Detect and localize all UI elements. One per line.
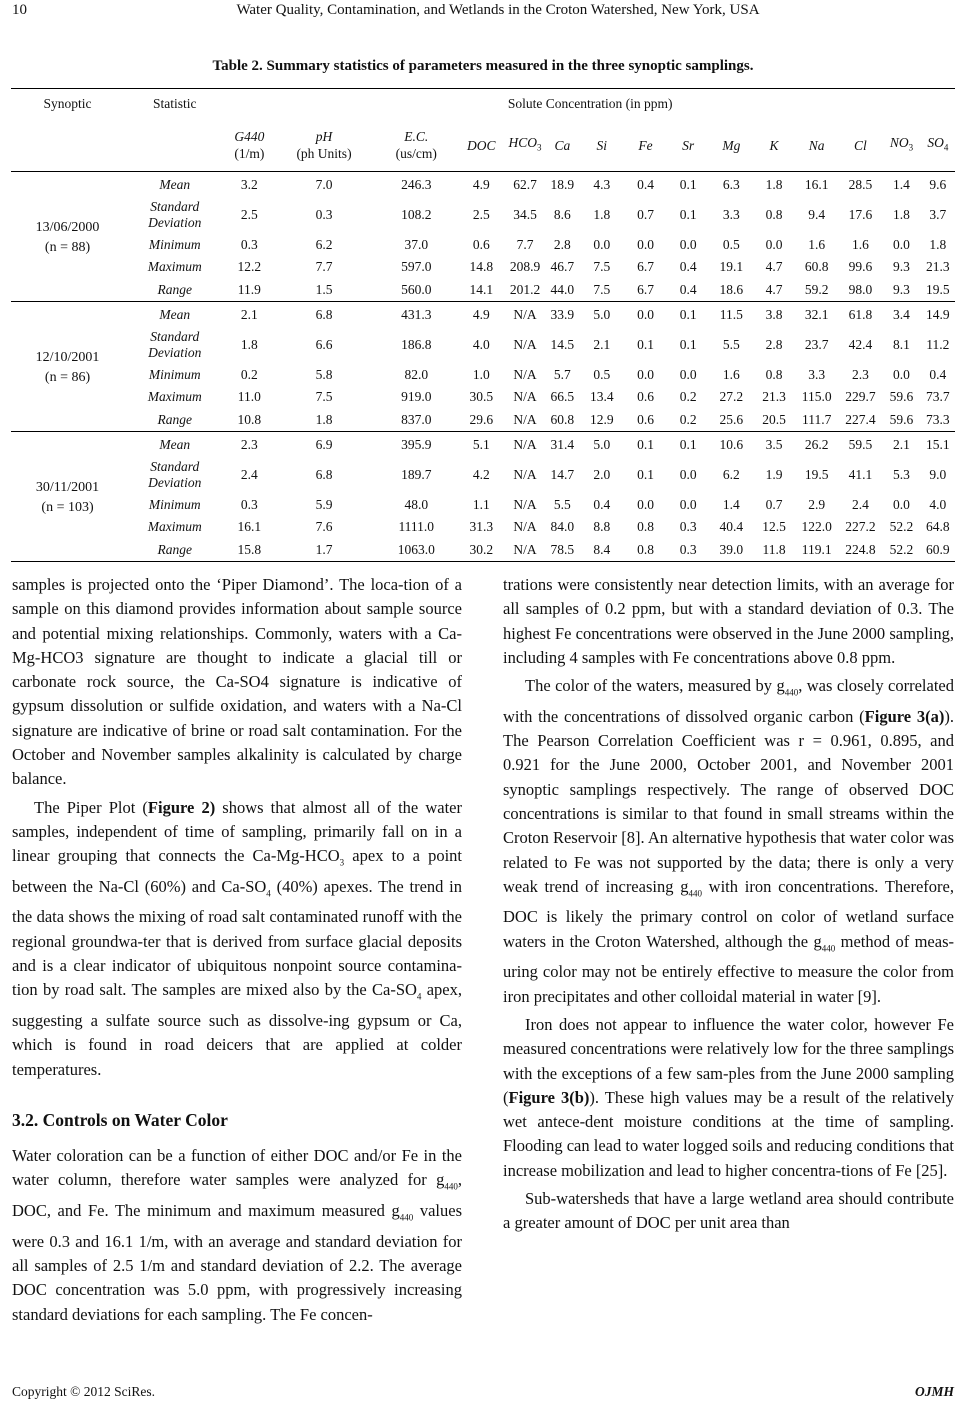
value-cell: 0.0 xyxy=(679,236,697,252)
value-cell: 6.9 xyxy=(315,437,333,453)
value-cell: 1.6 xyxy=(722,366,740,382)
column-header: E.C. (us/cm) xyxy=(395,129,437,161)
value-cell: 11.0 xyxy=(237,389,261,405)
statistic-cell: Minimum xyxy=(148,236,201,252)
value-cell: 16.1 xyxy=(237,519,262,535)
value-cell: N/A xyxy=(513,337,537,352)
value-cell: 48.0 xyxy=(404,496,429,512)
statistic-cell: Mean xyxy=(159,177,191,193)
value-cell: 7.7 xyxy=(315,259,333,275)
value-cell: 44.0 xyxy=(550,281,575,297)
value-cell: 73.3 xyxy=(926,411,950,427)
value-cell: 0.8 xyxy=(765,366,783,382)
statistic-cell: Range xyxy=(157,541,192,557)
value-cell: 5.3 xyxy=(893,467,910,482)
value-cell: 6.2 xyxy=(722,467,740,482)
value-cell: 229.7 xyxy=(845,389,876,405)
column-header: DOC xyxy=(467,137,496,153)
paragraph: trations were consistently near detection limits, with an average for all samples of 0.2 ppm, but with a standard deviation of 0.3. The highest Fe concentrations were observed in the June 2000 sampling, including 4 samples with Fe concentrations above 0.8 ppm. xyxy=(503,575,954,667)
value-cell: 6.7 xyxy=(637,259,654,275)
value-cell: 14.9 xyxy=(926,307,950,323)
value-cell: 7.5 xyxy=(315,389,333,405)
value-cell: 0.1 xyxy=(637,337,654,352)
value-cell: 5.5 xyxy=(722,337,740,352)
sampling-group xyxy=(11,432,955,562)
value-cell: 62.7 xyxy=(513,177,537,193)
value-cell: 0.1 xyxy=(637,437,654,453)
value-cell: 32.1 xyxy=(804,307,829,323)
value-cell: 9.6 xyxy=(929,177,947,193)
value-cell: 1.6 xyxy=(808,236,826,252)
value-cell: 0.1 xyxy=(637,467,654,482)
statistic-cell: Maximum xyxy=(147,259,202,275)
value-cell: 21.3 xyxy=(762,389,786,405)
statistic-cell: Mean xyxy=(159,307,191,323)
value-cell: 4.9 xyxy=(472,177,490,193)
value-cell: 9.3 xyxy=(893,281,910,297)
value-cell: 2.5 xyxy=(472,207,490,222)
value-cell: 0.4 xyxy=(679,281,697,297)
table-caption: Table 2. Summary statistics of parameters measured in the three synoptic samplings. xyxy=(212,58,754,74)
value-cell: N/A xyxy=(513,411,537,427)
paragraph: The color of the waters, measured by $g_{440}$, was closely correlated with the concentrations of dissolved organic carbon (Figure 3(a)). The Pearson Correlation Coefficient was r = 0.961, 0.895, and 0.921 for the June 2000, October 2001, and November 2001 synoptic samplings respectively. The range of observed DOC concentrations is similar to that found in small streams within the Croton Reservoir [8]. An alternative hypothesis that water color was related to Fe was not supported by the data; there is only a very weak trend of increasing $g_{440}$ with iron concentrations. Therefore, DOC is likely the primary control on color of wetland surface waters in the Croton Watershed, although the $g_{440}$ method of meas-uring color may not be entirely effective to measure the color from iron precipitates and other colloidal material in water [9]. xyxy=(503,676,954,1006)
value-cell: 9.0 xyxy=(929,467,947,482)
value-cell: 37.0 xyxy=(404,236,429,252)
value-cell: 33.9 xyxy=(550,307,575,323)
table-row xyxy=(11,256,955,279)
value-cell: 5.7 xyxy=(553,366,571,382)
value-cell: 2.9 xyxy=(808,496,826,512)
synoptic-header: Synoptic xyxy=(43,96,92,111)
value-cell: 64.8 xyxy=(926,519,950,535)
value-cell: 1111.0 xyxy=(398,519,435,535)
table-row xyxy=(11,302,955,327)
table-header-row-2 xyxy=(11,119,955,172)
column-header: Mg xyxy=(722,137,741,153)
section-heading: 3.2. Controls on Water Color xyxy=(12,1109,228,1130)
value-cell: 11.5 xyxy=(719,307,743,323)
value-cell: N/A xyxy=(513,496,537,512)
statistic-cell: Minimum xyxy=(148,496,201,512)
value-cell: 224.8 xyxy=(845,541,876,557)
value-cell: 2.3 xyxy=(240,437,258,453)
value-cell: 0.0 xyxy=(765,236,783,252)
value-cell: 115.0 xyxy=(801,389,832,405)
value-cell: 8.4 xyxy=(593,541,611,557)
synoptic-date-cell: 30/11/2001 (n = 103) xyxy=(35,479,100,515)
value-cell: 7.5 xyxy=(593,259,611,275)
column-header: K xyxy=(769,137,779,153)
value-cell: 11.2 xyxy=(926,337,950,352)
value-cell: 919.0 xyxy=(401,389,432,405)
value-cell: 2.1 xyxy=(240,307,258,323)
value-cell: 1.0 xyxy=(472,366,490,382)
value-cell: 7.7 xyxy=(516,236,534,252)
value-cell: 59.5 xyxy=(848,437,873,453)
copyright: Copyright © 2012 SciRes. xyxy=(12,1384,156,1399)
value-cell: 0.7 xyxy=(637,207,654,222)
paragraph: Water coloration can be a function of either DOC and/or Fe in the water column, therefore water samples were analyzed for $g_{440}$, DOC, and Fe. The minimum and maximum measured $g_{440}$ values were 0.3 and 16.1 1/m, with an average and standard deviation for all samples of 2.5 1/m and standard deviation of 2.2. The average DOC concentration was 5.0 ppm, with progressively increasing standard deviations for each sampling. The Fe concen- xyxy=(12,1146,462,1324)
column-header: pH (ph Units) xyxy=(296,129,352,161)
value-cell: 0.0 xyxy=(637,366,654,382)
value-cell: 82.0 xyxy=(404,366,429,382)
value-cell: 0.1 xyxy=(679,337,697,352)
value-cell: 0.1 xyxy=(679,307,697,323)
value-cell: 12.9 xyxy=(589,411,614,427)
value-cell: 6.2 xyxy=(315,236,333,252)
value-cell: 1.1 xyxy=(472,496,490,512)
value-cell: 2.4 xyxy=(240,467,258,482)
table-row xyxy=(11,364,955,387)
value-cell: 0.3 xyxy=(679,519,697,535)
value-cell: 14.1 xyxy=(469,281,494,297)
value-cell: 98.0 xyxy=(848,281,873,297)
value-cell: 3.7 xyxy=(929,207,947,222)
value-cell: 0.4 xyxy=(679,259,697,275)
page-number: 10 xyxy=(12,2,27,18)
value-cell: 1.9 xyxy=(765,467,783,482)
value-cell: 1.8 xyxy=(240,337,258,352)
synoptic-date-cell: 12/10/2001 (n = 86) xyxy=(35,349,100,385)
value-cell: 1.4 xyxy=(893,177,910,193)
value-cell: 0.2 xyxy=(240,366,258,382)
value-cell: 59.6 xyxy=(889,411,914,427)
value-cell: 0.4 xyxy=(637,177,654,193)
value-cell: 15.1 xyxy=(926,437,950,453)
value-cell: 52.2 xyxy=(889,541,914,557)
statistic-cell: Mean xyxy=(159,437,191,453)
statistic-cell: Maximum xyxy=(147,389,202,405)
value-cell: 18.6 xyxy=(719,281,744,297)
statistic-header: Statistic xyxy=(152,96,197,111)
value-cell: 31.3 xyxy=(469,519,494,535)
statistic-cell: Maximum xyxy=(147,519,202,535)
value-cell: 0.0 xyxy=(637,307,654,323)
value-cell: 25.6 xyxy=(719,411,744,427)
value-cell: 0.3 xyxy=(240,496,258,512)
column-header: G440 (1/m) xyxy=(234,129,265,161)
value-cell: N/A xyxy=(513,519,537,535)
value-cell: 18.9 xyxy=(550,177,575,193)
column-header: Ca xyxy=(554,137,571,153)
value-cell: 6.7 xyxy=(637,281,654,297)
value-cell: 30.2 xyxy=(469,541,494,557)
value-cell: 2.0 xyxy=(593,467,611,482)
value-cell: 119.1 xyxy=(801,541,832,557)
value-cell: 4.3 xyxy=(593,177,611,193)
value-cell: 6.6 xyxy=(315,337,333,352)
value-cell: 12.5 xyxy=(762,519,786,535)
value-cell: 0.0 xyxy=(679,496,697,512)
table-row xyxy=(11,539,955,562)
value-cell: 0.1 xyxy=(679,437,697,453)
value-cell: 60.9 xyxy=(926,541,950,557)
value-cell: 2.1 xyxy=(593,337,611,352)
value-cell: 84.0 xyxy=(550,519,575,535)
value-cell: 3.4 xyxy=(893,307,910,323)
value-cell: 0.4 xyxy=(929,366,947,382)
page-footer xyxy=(12,1384,954,1404)
value-cell: 4.0 xyxy=(929,496,947,512)
value-cell: 11.8 xyxy=(762,541,786,557)
statistic-cell: Standard Deviation xyxy=(148,459,202,490)
value-cell: 10.6 xyxy=(719,437,744,453)
value-cell: 560.0 xyxy=(401,281,432,297)
value-cell: 29.6 xyxy=(469,411,494,427)
value-cell: 4.7 xyxy=(765,259,783,275)
value-cell: 837.0 xyxy=(401,411,432,427)
statistic-cell: Range xyxy=(157,281,192,297)
table-row xyxy=(11,386,955,409)
value-cell: 186.8 xyxy=(401,337,432,352)
value-cell: 0.0 xyxy=(893,496,910,512)
value-cell: 201.2 xyxy=(509,281,541,297)
table-row xyxy=(11,516,955,539)
value-cell: 61.8 xyxy=(848,307,873,323)
table-row xyxy=(11,197,955,234)
value-cell: 7.5 xyxy=(593,281,611,297)
value-cell: 11.9 xyxy=(237,281,261,297)
value-cell: 73.7 xyxy=(926,389,950,405)
value-cell: 1.8 xyxy=(893,207,910,222)
value-cell: 0.6 xyxy=(472,236,490,252)
paragraph: Sub-watersheds that have a large wetland area should contribute a greater amount of DOC per unit area than xyxy=(503,1189,954,1233)
value-cell: 227.4 xyxy=(845,411,876,427)
value-cell: 3.5 xyxy=(765,437,783,453)
value-cell: 0.0 xyxy=(593,236,611,252)
value-cell: N/A xyxy=(513,437,537,453)
value-cell: 59.2 xyxy=(804,281,829,297)
value-cell: N/A xyxy=(513,307,537,323)
value-cell: 0.5 xyxy=(722,236,740,252)
value-cell: 0.6 xyxy=(637,411,654,427)
table-row xyxy=(11,172,955,197)
value-cell: 3.3 xyxy=(808,366,826,382)
summary-statistics-table xyxy=(11,88,955,562)
value-cell: 0.6 xyxy=(637,389,654,405)
value-cell: 40.4 xyxy=(719,519,744,535)
value-cell: 52.2 xyxy=(889,519,914,535)
value-cell: 41.1 xyxy=(848,467,873,482)
value-cell: 4.7 xyxy=(765,281,783,297)
paragraph: Iron does not appear to influence the water color, however Fe measured concentrations were relatively low for the three samplings with the exceptions of a few sam-ples from the June 2000 sampling (Figure 3(b)). These high values may be a result of the relatively wet antece-dent moisture conditions at the time of sampling. Flooding can lead to water logged soils and reducing conditions that increase mobilization and lead to higher concentra-tions of Fe [25]. xyxy=(503,1014,955,1180)
column-header: Fe xyxy=(638,137,653,153)
value-cell: N/A xyxy=(513,366,537,382)
value-cell: 2.8 xyxy=(765,337,783,352)
value-cell: 431.3 xyxy=(401,307,432,323)
table-row xyxy=(11,494,955,517)
value-cell: 5.8 xyxy=(315,366,333,382)
value-cell: 59.6 xyxy=(889,389,914,405)
value-cell: 5.5 xyxy=(553,496,571,512)
value-cell: 0.1 xyxy=(679,177,697,193)
value-cell: N/A xyxy=(513,389,537,405)
value-cell: 6.8 xyxy=(315,467,333,482)
running-header xyxy=(12,2,954,22)
value-cell: 0.2 xyxy=(679,411,697,427)
value-cell: 7.6 xyxy=(315,519,333,535)
value-cell: N/A xyxy=(513,541,537,557)
value-cell: 9.4 xyxy=(808,207,826,222)
value-cell: 42.4 xyxy=(848,337,873,352)
value-cell: 4.0 xyxy=(472,337,490,352)
column-header: Cl xyxy=(854,137,867,153)
value-cell: 0.0 xyxy=(679,366,697,382)
value-cell: 3.3 xyxy=(722,207,740,222)
table-row xyxy=(11,279,955,302)
value-cell: 5.1 xyxy=(472,437,490,453)
value-cell: 4.9 xyxy=(472,307,490,323)
value-cell: 246.3 xyxy=(401,177,432,193)
left-column xyxy=(12,573,462,1327)
value-cell: 19.5 xyxy=(926,281,950,297)
value-cell: 3.2 xyxy=(240,177,258,193)
value-cell: 2.1 xyxy=(893,437,910,453)
value-cell: 78.5 xyxy=(550,541,575,557)
column-header: $NO_3$ xyxy=(889,134,914,153)
value-cell: 5.0 xyxy=(593,437,611,453)
value-cell: 8.1 xyxy=(893,337,910,352)
value-cell: 0.0 xyxy=(893,366,910,382)
table-row xyxy=(11,234,955,257)
value-cell: 0.8 xyxy=(765,207,783,222)
value-cell: 597.0 xyxy=(401,259,432,275)
value-cell: 108.2 xyxy=(401,207,432,222)
value-cell: 21.3 xyxy=(926,259,950,275)
statistic-cell: Minimum xyxy=(148,366,201,382)
value-cell: 1.7 xyxy=(315,541,333,557)
value-cell: 1.8 xyxy=(593,207,611,222)
value-cell: 5.9 xyxy=(315,496,333,512)
value-cell: 1.8 xyxy=(315,411,333,427)
column-header: $HCO_3$ xyxy=(508,134,542,153)
value-cell: 0.0 xyxy=(679,467,697,482)
value-cell: 189.7 xyxy=(401,467,432,482)
value-cell: 1.6 xyxy=(851,236,869,252)
value-cell: 10.8 xyxy=(237,411,262,427)
value-cell: 26.2 xyxy=(804,437,829,453)
value-cell: 13.4 xyxy=(589,389,614,405)
value-cell: 0.3 xyxy=(315,207,333,222)
value-cell: 28.5 xyxy=(848,177,873,193)
table-row xyxy=(11,327,955,364)
value-cell: 66.5 xyxy=(550,389,575,405)
value-cell: 7.0 xyxy=(315,177,333,193)
right-column xyxy=(503,573,954,1236)
value-cell: 31.4 xyxy=(550,437,575,453)
value-cell: 0.0 xyxy=(637,236,654,252)
value-cell: 60.8 xyxy=(804,259,829,275)
value-cell: 3.8 xyxy=(765,307,783,323)
table-row xyxy=(11,432,955,457)
synoptic-date-cell: 13/06/2000 (n = 88) xyxy=(35,219,100,255)
value-cell: 19.1 xyxy=(719,259,744,275)
journal-name: OJMH xyxy=(914,1384,954,1399)
value-cell: 8.8 xyxy=(593,519,611,535)
value-cell: 1.4 xyxy=(722,496,740,512)
value-cell: 34.5 xyxy=(513,207,537,222)
table-row xyxy=(11,457,955,494)
value-cell: 6.3 xyxy=(722,177,740,193)
sampling-group xyxy=(11,172,955,302)
solute-header: Solute Concentration (in ppm) xyxy=(507,96,673,111)
running-title: Water Quality, Contamination, and Wetlands in the Croton Watershed, New York, USA xyxy=(236,2,760,18)
value-cell: 5.0 xyxy=(593,307,611,323)
value-cell: 0.8 xyxy=(637,519,654,535)
value-cell: 0.3 xyxy=(679,541,697,557)
statistic-cell: Standard Deviation xyxy=(148,329,202,360)
value-cell: 227.2 xyxy=(845,519,876,535)
value-cell: 0.1 xyxy=(679,207,697,222)
value-cell: 2.5 xyxy=(240,207,258,222)
value-cell: 9.3 xyxy=(893,259,910,275)
value-cell: 0.0 xyxy=(637,496,654,512)
value-cell: 15.8 xyxy=(237,541,262,557)
value-cell: 4.2 xyxy=(472,467,490,482)
value-cell: 2.4 xyxy=(851,496,869,512)
value-cell: 12.2 xyxy=(237,259,262,275)
value-cell: 1.5 xyxy=(315,281,333,297)
sampling-group xyxy=(11,302,955,432)
value-cell: 1.8 xyxy=(765,177,783,193)
value-cell: 0.3 xyxy=(240,236,258,252)
value-cell: 2.3 xyxy=(851,366,869,382)
value-cell: 2.8 xyxy=(553,236,571,252)
value-cell: 0.2 xyxy=(679,389,697,405)
value-cell: 6.8 xyxy=(315,307,333,323)
value-cell: 14.5 xyxy=(550,337,575,352)
value-cell: 46.7 xyxy=(550,259,575,275)
paragraph: samples is projected onto the ‘Piper Diamond’. The loca-tion of a sample on this diamond provides information about sample source and potential mixing relationships. Commonly, waters with a Ca-Mg-HCO3 signature are thought to indicate a glacial till or carbonate rock source, the Ca-SO4 signature is indicative of gypsum dissolution or sulfide oxidation, and waters with a Na-Cl signature are indicative of brine or road salt contamination. For the October and November samples alkalinity is calculated by charge balance. xyxy=(12,575,462,789)
value-cell: 395.9 xyxy=(401,437,432,453)
value-cell: 19.5 xyxy=(804,467,829,482)
column-header: Si xyxy=(596,137,608,153)
statistic-cell: Standard Deviation xyxy=(148,199,202,230)
column-header: Sr xyxy=(682,137,695,153)
value-cell: 16.1 xyxy=(804,177,829,193)
value-cell: 17.6 xyxy=(848,207,873,222)
value-cell: 20.5 xyxy=(762,411,786,427)
paragraph: The Piper Plot (Figure 2) shows that almost all of the water samples, independent of time of sampling, primarily fall on in a linear grouping that connects the $Ca-Mg-HCO_3$ apex to a point between the Na-Cl (60%) and $Ca-SO_4$ (40%) apexes. The trend in the data shows the mixing of road salt contaminated runoff with the regional groundwa-ter that is derived from surface glacial deposits and is a clear indicator of ubiquitous nonpoint source contamina-tion by road salt. The samples are mixed also by the $Ca-SO_4$ apex, suggesting a sulfate source such as dissolve-ing gypsum or Ca, which is found in road deicers that are applied at colder temperatures. xyxy=(12,797,462,1079)
value-cell: 60.8 xyxy=(550,411,575,427)
value-cell: 39.0 xyxy=(719,541,744,557)
table-header-row-1 xyxy=(11,89,955,120)
value-cell: 1063.0 xyxy=(397,541,435,557)
value-cell: 0.0 xyxy=(893,236,910,252)
value-cell: 30.5 xyxy=(469,389,494,405)
value-cell: 0.8 xyxy=(637,541,654,557)
table-row xyxy=(11,409,955,432)
value-cell: 122.0 xyxy=(801,519,832,535)
value-cell: 23.7 xyxy=(804,337,829,352)
value-cell: 0.7 xyxy=(765,496,783,512)
value-cell: 0.5 xyxy=(593,366,611,382)
value-cell: 99.6 xyxy=(848,259,873,275)
value-cell: 14.7 xyxy=(550,467,575,482)
statistic-cell: Range xyxy=(157,411,192,427)
value-cell: 8.6 xyxy=(553,207,571,222)
value-cell: 111.7 xyxy=(801,411,832,427)
column-header: Na xyxy=(808,137,825,153)
value-cell: 208.9 xyxy=(509,259,541,275)
value-cell: 27.2 xyxy=(719,389,744,405)
column-header: $SO_4$ xyxy=(927,134,949,153)
value-cell: 0.4 xyxy=(593,496,611,512)
value-cell: N/A xyxy=(513,467,537,482)
value-cell: 14.8 xyxy=(469,259,494,275)
value-cell: 1.8 xyxy=(929,236,947,252)
